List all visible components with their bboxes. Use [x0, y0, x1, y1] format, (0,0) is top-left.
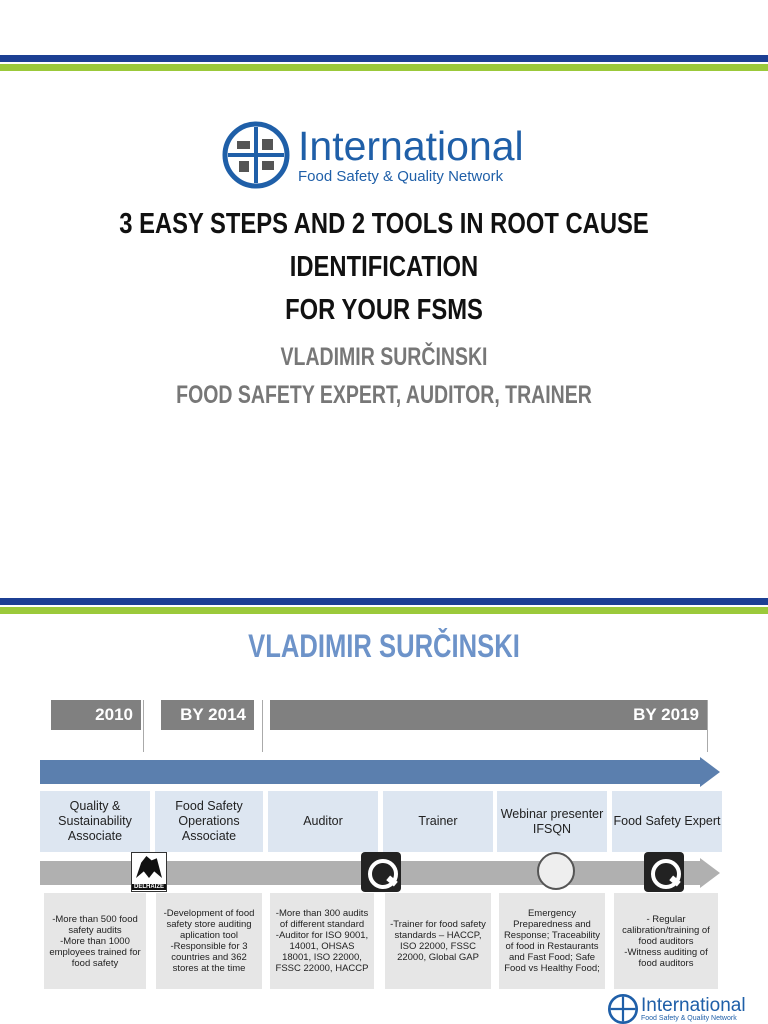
year-by-2019: BY 2019: [270, 700, 707, 730]
logo-name: International: [298, 123, 524, 169]
author-role: FOOD SAFETY EXPERT, AUDITOR, TRAINER: [176, 381, 592, 409]
timeline-arrow-blue: [40, 757, 720, 787]
q-certification-icon: [361, 852, 401, 892]
footer-globe-icon: [608, 994, 638, 1024]
role-operations-associate: Food Safety Operations Associate: [155, 791, 263, 852]
footer-logo-name: International: [641, 995, 746, 1016]
desc-trainer: -Trainer for food safety standards – HACCP, ISO 22000, FSSC 22000, Global GAP: [385, 893, 491, 989]
desc-operations-associate: -Development of food safety store auditing aplication tool -Responsible for 3 countries and 362 stores at the time: [156, 893, 262, 989]
year-by-2014: BY 2014: [161, 700, 254, 730]
delhaize-lion-icon: [136, 856, 162, 878]
footer-ifsqn-logo: [608, 994, 746, 1024]
desc-auditor: -More than 300 audits of different standard -Auditor for ISO 9001, 14001, OHSAS 18001, ISO 22000, FSSC 22000, HACCP: [270, 893, 374, 989]
role-trainer: Trainer: [383, 791, 493, 852]
ifsqn-badge-icon: [537, 852, 575, 890]
desc-food-safety-expert: - Regular calibration/training of food auditors -Witness auditing of food auditors: [614, 893, 718, 989]
role-auditor: Auditor: [268, 791, 378, 852]
slide-title: [86, 203, 683, 332]
timeline-tick: [707, 700, 708, 752]
footer-logo-subtitle: Food Safety & Quality Network: [641, 1015, 737, 1022]
author-block: [100, 338, 668, 414]
top-color-band: [0, 55, 768, 71]
timeline-tick: [143, 700, 144, 752]
role-food-safety-expert: Food Safety Expert: [612, 791, 722, 852]
title-line-2: FOR YOUR FSMS: [285, 294, 483, 326]
logo-subtitle: Food Safety & Quality Network: [298, 168, 504, 185]
ifsqn-globe-icon: [222, 121, 290, 189]
year-2010: 2010: [51, 700, 141, 730]
delhaize-logo: [131, 852, 167, 892]
desc-webinar-presenter: Emergency Preparedness and Response; Traceability of food in Restaurants and Fast Food; Safe Food vs Healthy Food;: [499, 893, 605, 989]
delhaize-label: DELHAIZE: [134, 884, 164, 890]
role-webinar-presenter: Webinar presenter IFSQN: [497, 791, 607, 852]
slide2-color-band: [0, 598, 768, 614]
timeline-tick: [262, 700, 263, 752]
author-name: VLADIMIR SURČINSKI: [280, 343, 488, 371]
title-line-1: 3 EASY STEPS AND 2 TOOLS IN ROOT CAUSE IDENTIFICATION: [119, 208, 649, 283]
desc-quality-associate: -More than 500 food safety audits -More than 1000 employees trained for food safety: [44, 893, 146, 989]
slide2-title: VLADIMIR SURČINSKI: [248, 628, 520, 664]
q-certification-icon: [644, 852, 684, 892]
ifsqn-logo: [222, 121, 524, 189]
role-quality-associate: Quality & Sustainability Associate: [40, 791, 150, 852]
